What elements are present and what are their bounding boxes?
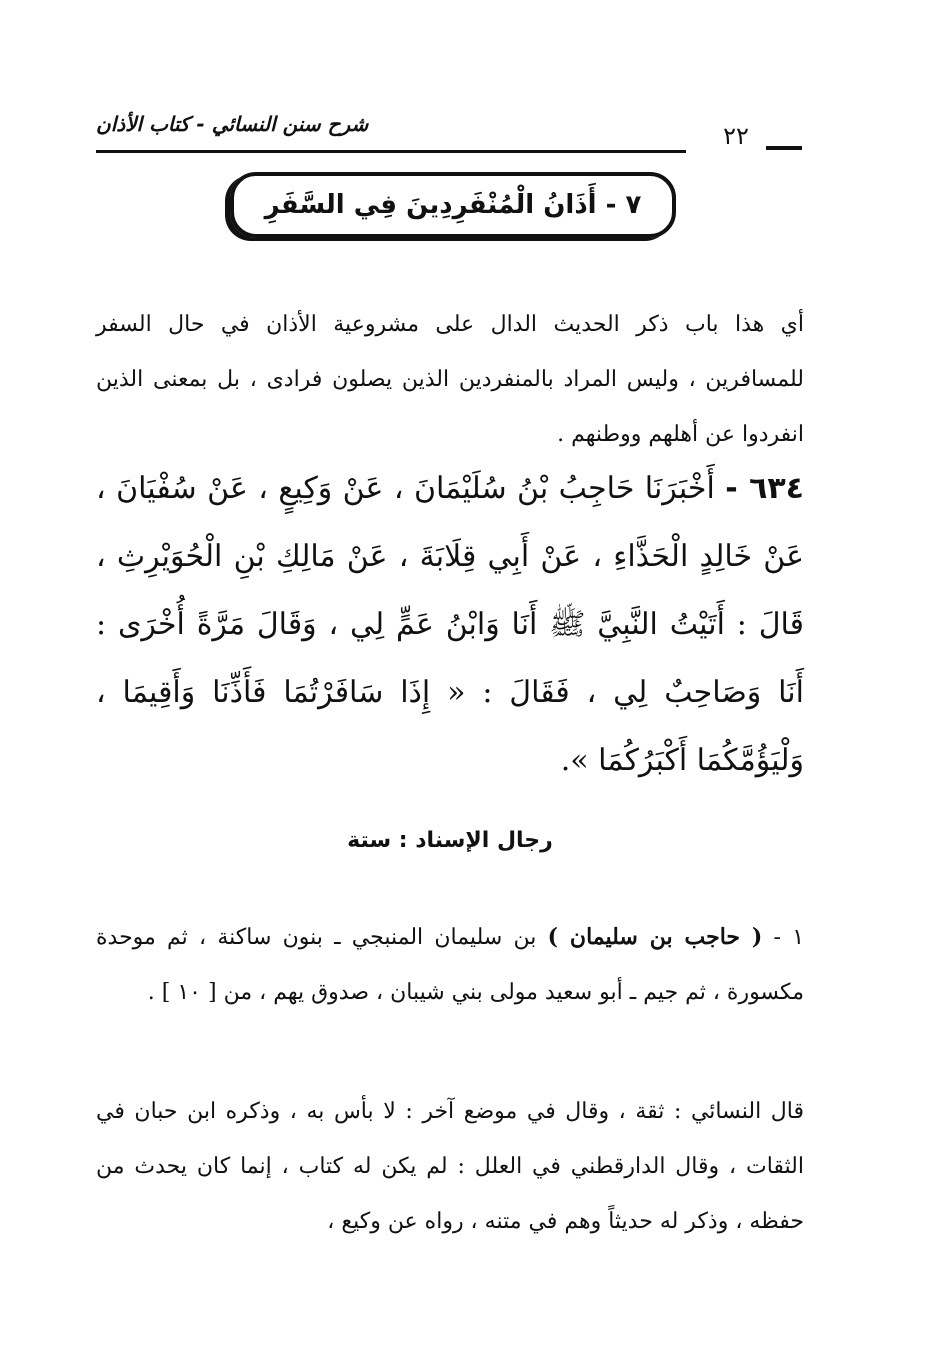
- commentary-paragraph: قال النسائي : ثقة ، وقال في موضع آخر : لا بأس به ، وذكره ابن حبان في الثقات ، وقال الدارقطني في العلل : لم يكن له كتاب ، إنما كان يحدث من حفظه ، وذكر له حديثاً وهم في متنه ، رواه عن وكيع ،: [96, 1099, 804, 1234]
- narrator-paragraph: [96, 910, 804, 1078]
- intro-paragraph: أي هذا باب ذكر الحديث الدال على مشروعية الأذان في حال السفر للمسافرين ، وليس المراد بالمنفردين الذين يصلون فرادى ، بل بمعنى الذين انفردوا عن أهلهم ووطنهم .: [96, 312, 804, 447]
- hadith-number: ٦٣٤ -: [725, 471, 804, 506]
- narrator-name: ( حاجب بن سليمان ): [547, 924, 763, 950]
- chapter-title-frame: [230, 172, 676, 238]
- narrator-details: بن سليمان المنبجي ـ بنون ساكنة ، ثم موحدة مكسورة ، ثم جيم ـ أبو سعيد مولى بني شيبان ، صدوق يهم ، من [ ١٠ ] .: [96, 925, 804, 1005]
- narrator-number: ١ -: [773, 925, 805, 950]
- page-number: ٢٢: [723, 122, 749, 150]
- hadith-text-block: [96, 455, 804, 795]
- chapter-title: ٧ - أَذَانُ الْمُنْفَرِدِينَ فِي السَّفَرِ: [264, 190, 642, 220]
- running-header-title: شرح سنن النسائي - كتاب الأذان: [96, 112, 369, 136]
- isnad-heading: رجال الإسناد : ستة: [347, 828, 553, 853]
- header-dash: [766, 146, 802, 150]
- hadith-text: أَخْبَرَنَا حَاجِبُ بْنُ سُلَيْمَانَ ، عَنْ وَكِيعٍ ، عَنْ سُفْيَانَ ، عَنْ خَالِدٍ الْحَذَّاءِ ، عَنْ أَبِي قِلَابَةَ ، عَنْ مَالِكِ بْنِ الْحُوَيْرِثِ ، قَالَ : أَتَيْتُ النَّبِيَّ ﷺ أَنَا وَابْنُ عَمٍّ لِي ، وَقَالَ مَرَّةً أُخْرَى : أَنَا وَصَاحِبٌ لِي ، فَقَالَ : « إِذَا سَافَرْتُمَا فَأَذِّنَا وَأَقِيمَا ، وَلْيَؤُمَّكُمَا أَكْبَرُكُمَا ».: [96, 471, 804, 778]
- header-rule: [96, 150, 686, 153]
